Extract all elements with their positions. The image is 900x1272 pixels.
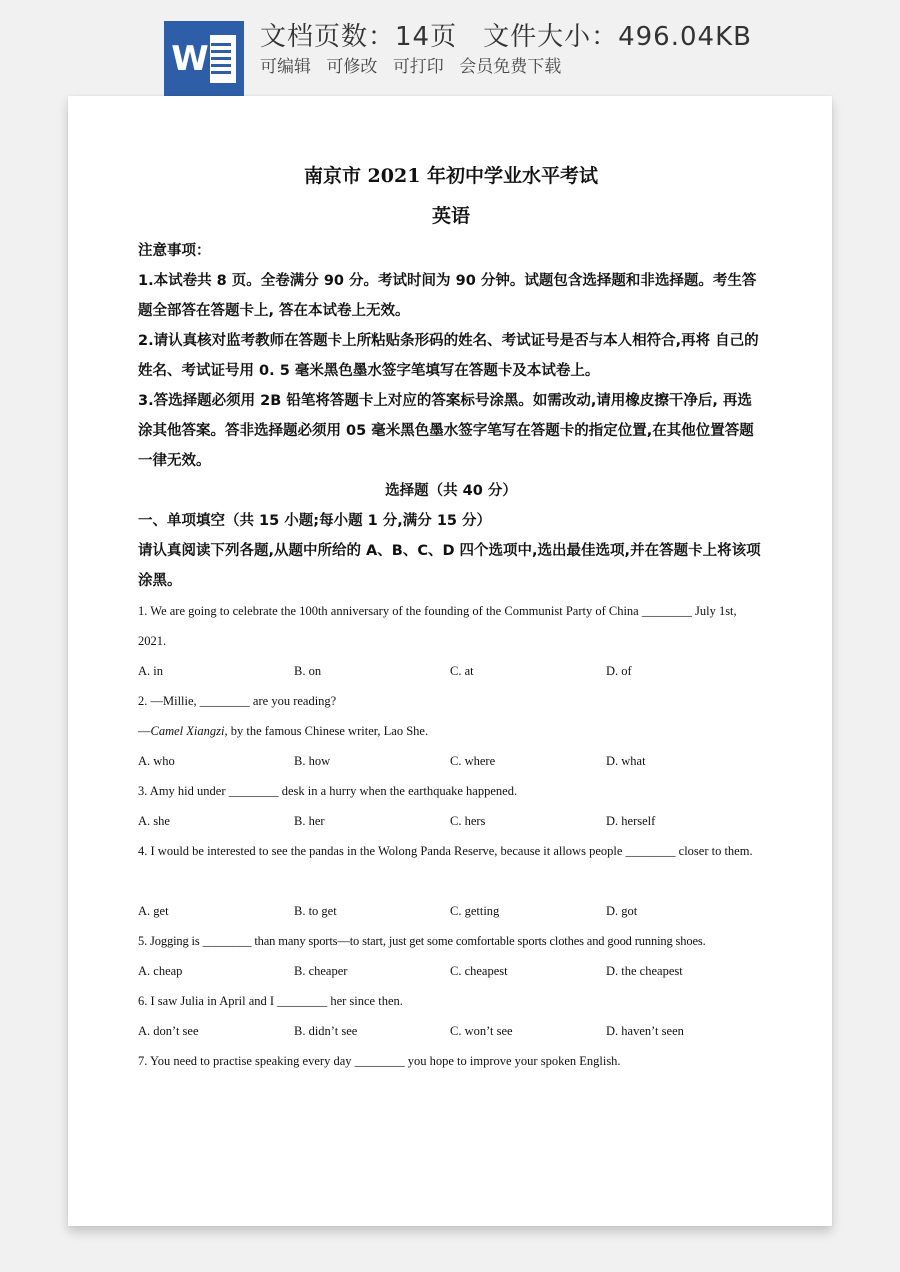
question-3-stem: 3. Amy hid under ________ desk in a hurry when the earthquake happened. — [138, 784, 518, 798]
question-7-stem: 7. You need to practise speaking every day ________ you hope to improve your spoken English. — [138, 1054, 621, 1068]
question-4-options — [138, 896, 764, 926]
option-b: B. to get — [294, 904, 337, 918]
feature-member-download: 会员免费下载 — [459, 57, 562, 77]
document-lines-icon — [206, 35, 236, 83]
question-2-options — [138, 746, 764, 776]
option-b: B. how — [294, 754, 331, 768]
download-banner — [0, 0, 900, 100]
option-c: C. at — [450, 664, 474, 678]
option-a: A. who — [138, 754, 175, 768]
question-2-reply — [138, 716, 764, 746]
page-count-label: 文档页数：14页 — [260, 22, 458, 52]
document-page — [68, 96, 832, 1226]
word-document-icon — [164, 21, 244, 96]
question-5-options — [138, 956, 764, 986]
question-6-options — [138, 1016, 764, 1046]
question-6-stem: 6. I saw Julia in April and I ________ her since then. — [138, 994, 403, 1008]
feature-modifiable: 可修改 — [326, 57, 378, 77]
option-d: D. got — [606, 904, 638, 918]
option-d: D. herself — [606, 814, 656, 828]
option-d: D. what — [606, 754, 646, 768]
option-a: A. she — [138, 814, 170, 828]
instruction: 请认真阅读下列各题,从题中所给的 A、B、C、D 四个选项中,选出最佳选项,并在答题卡上将该项涂黑。 — [138, 543, 761, 589]
option-d: D. of — [606, 664, 632, 678]
option-c: C. hers — [450, 814, 486, 828]
notice-item-2: 2.请认真核对监考教师在答题卡上所粘贴条形码的姓名、考试证号是否与本人相符合,再将 自己的姓名、考试证号用 0. 5 毫米黑色墨水签字笔填写在答题卡及本试卷上。 — [138, 333, 759, 379]
feature-editable: 可编辑 — [260, 57, 311, 77]
feature-list — [260, 56, 571, 78]
exam-title: 南京市 2021 年初中学业水平考试 — [303, 165, 599, 187]
option-c: C. won’t see — [450, 1024, 513, 1038]
file-size-label: 文件大小：496.04KB — [483, 22, 752, 52]
option-c: C. cheapest — [450, 964, 508, 978]
word-w-letter: W — [170, 35, 210, 83]
option-c: C. getting — [450, 904, 500, 918]
notice-item-1: 1.本试卷共 8 页。全卷满分 90 分。考试时间为 90 分钟。试题包含选择题和非选择题。考生答题全部答在答题卡上, 答在本试卷上无效。 — [138, 273, 757, 319]
question-1-options — [138, 656, 764, 686]
file-info-title — [260, 20, 752, 54]
question-4-stem: 4. I would be interested to see the pandas in the Wolong Panda Reserve, because it allows people ________ closer to them. — [138, 844, 753, 858]
option-a: A. don’t see — [138, 1024, 199, 1038]
part-heading: 一、单项填空（共 15 小题;每小题 1 分,满分 15 分） — [138, 513, 492, 529]
option-a: A. get — [138, 904, 169, 918]
feature-printable: 可打印 — [392, 57, 444, 77]
option-a: A. cheap — [138, 964, 183, 978]
notice-item-3: 3.答选择题必须用 2B 铅笔将答题卡上对应的答案标号涂黑。如需改动,请用橡皮擦干净后, 再选涂其他答案。答非选择题必须用 05 毫米黑色墨水签字笔写在答题卡的指定位置,在其他位置答题一律无效。 — [138, 393, 754, 469]
book-title: Camel Xiangzi — [150, 724, 225, 738]
option-c: C. where — [450, 754, 496, 768]
question-5-stem: 5. Jogging is ________ than many sports—to start, just get some comfortable sports clothes and good running shoes. — [138, 934, 706, 948]
option-b: B. didn’t see — [294, 1024, 358, 1038]
option-b: B. cheaper — [294, 964, 348, 978]
option-d: D. haven’t seen — [606, 1024, 684, 1038]
question-3-options — [138, 806, 764, 836]
exam-subject: 英语 — [431, 205, 470, 227]
notice-heading: 注意事项： — [138, 243, 211, 259]
option-d: D. the cheapest — [606, 964, 683, 978]
option-a: A. in — [138, 664, 163, 678]
question-1-stem: 1. We are going to celebrate the 100th anniversary of the founding of the Communist Party of China ________ July 1st, 2021. — [138, 604, 737, 648]
option-b: B. on — [294, 664, 322, 678]
reply-dash: — — [138, 724, 151, 738]
reply-rest: , by the famous Chinese writer, Lao She. — [224, 724, 429, 738]
question-2-stem: 2. —Millie, ________ are you reading? — [138, 694, 337, 708]
option-b: B. her — [294, 814, 325, 828]
section-heading: 选择题（共 40 分） — [385, 483, 517, 499]
